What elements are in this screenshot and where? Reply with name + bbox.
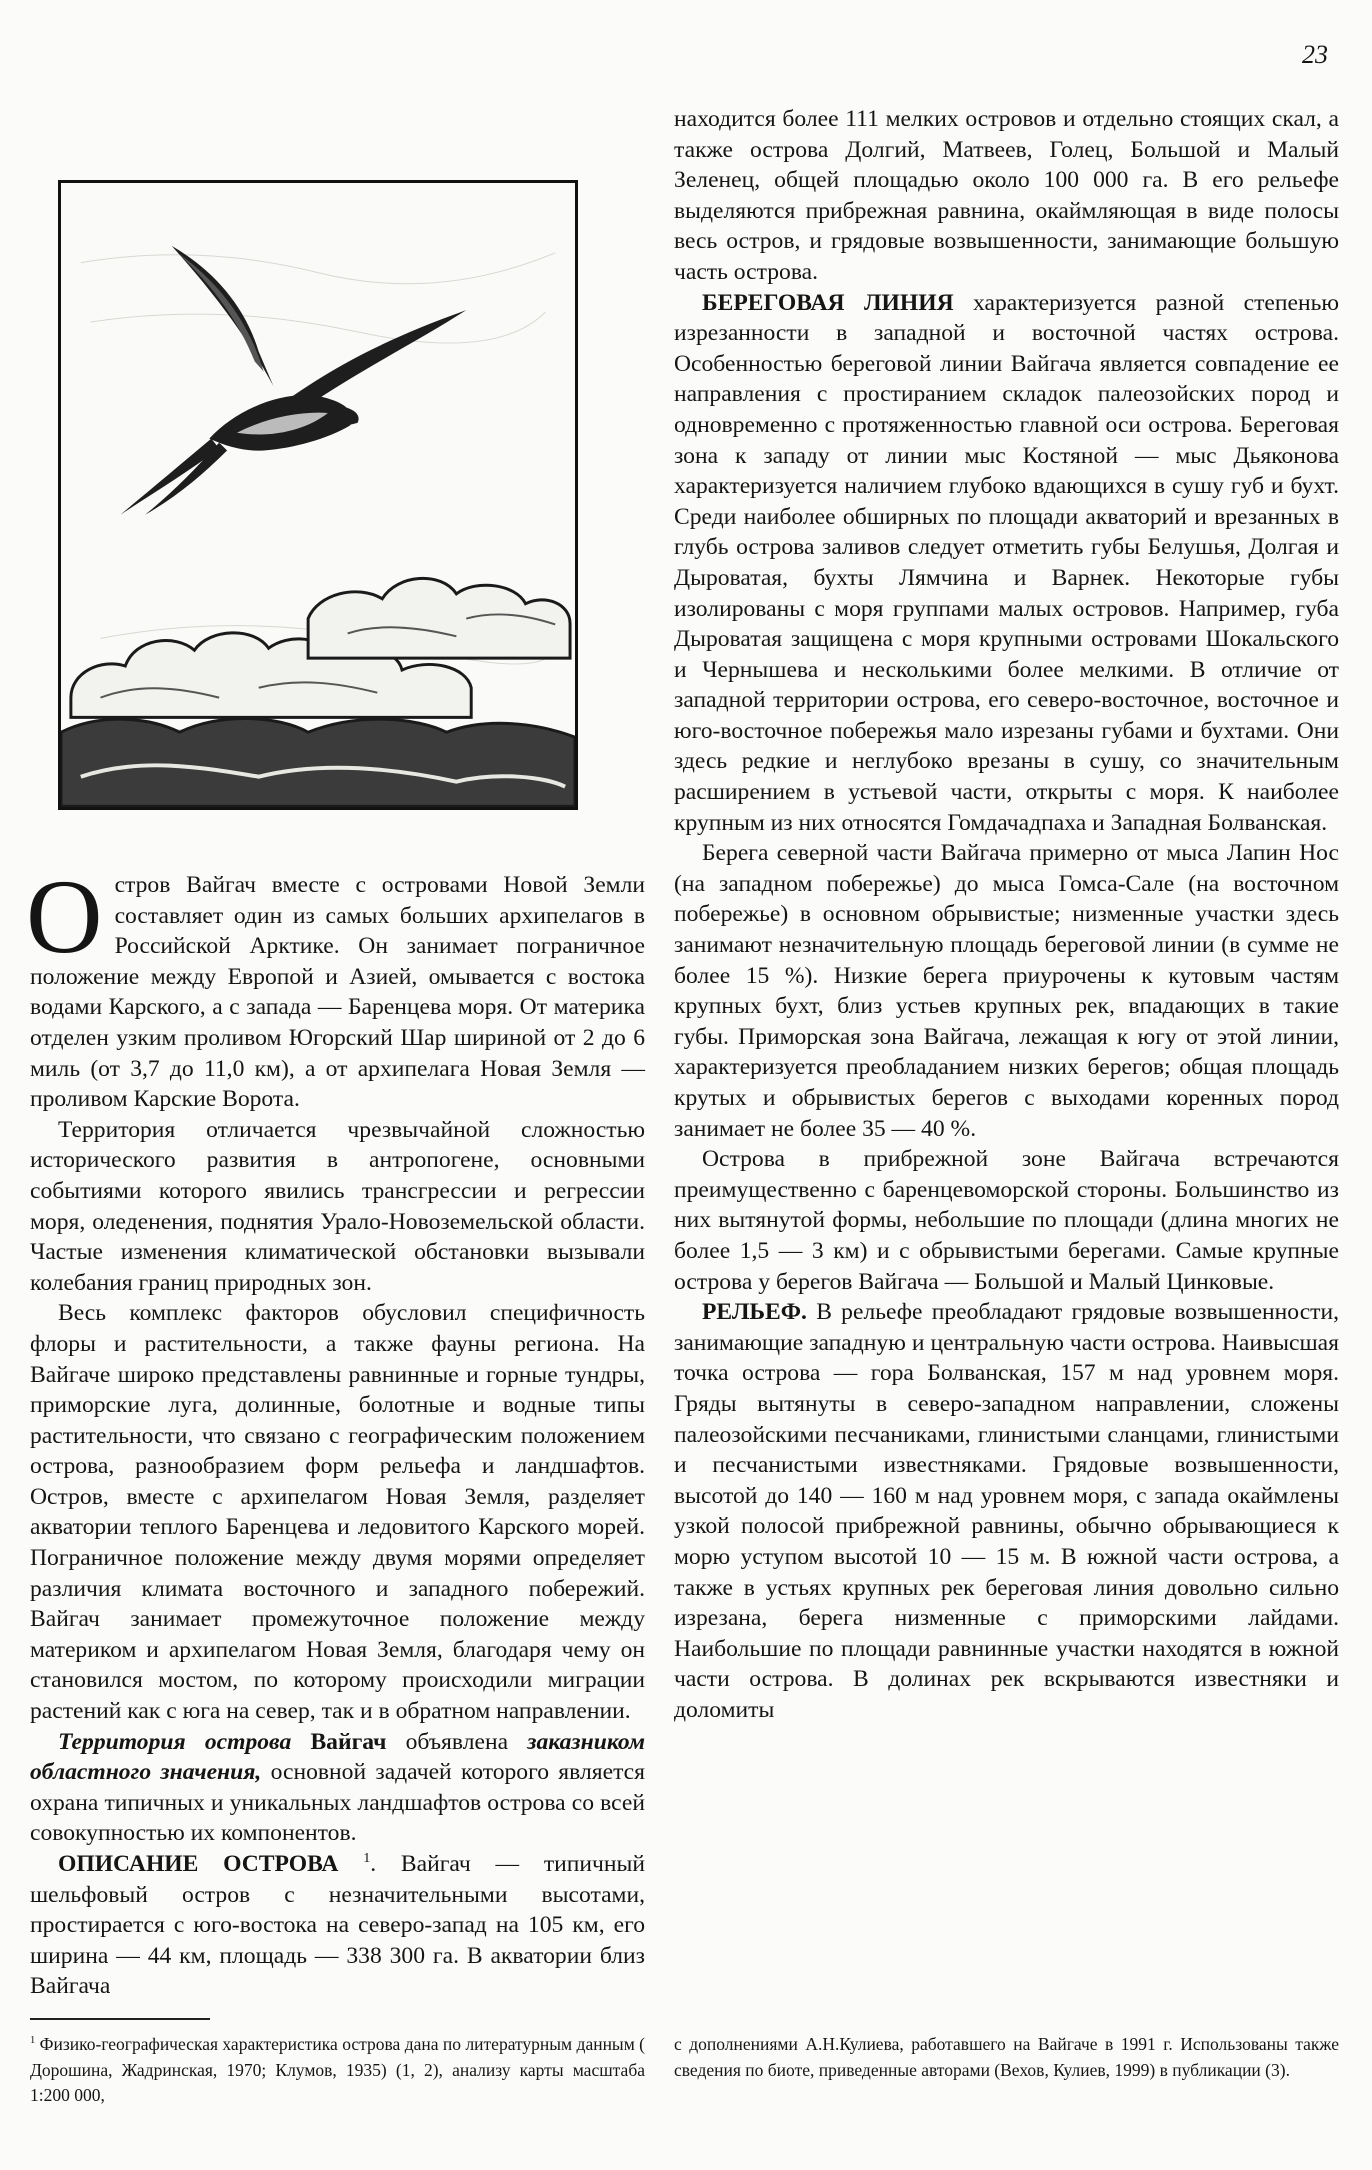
clouds	[61, 578, 575, 806]
left-column	[26, 858, 645, 2002]
description-text: . Вайгач — типичный шельфовый остров с незначительными высотами, простирается с юго-востока на северо-запад на 105 км, его ширина — 44 км, площадь — 338 300 га. В акватории близ Вайгача	[30, 1851, 645, 2000]
footnote-left-text: Физико-географическая характеристика острова дана по литературным данным ( Дорошина, Жадринская, 1970; Клумов, 1935) (1, 2), анализу карты масштаба 1:200 000,	[30, 2034, 645, 2105]
intro-paragraph	[26, 858, 645, 1115]
footnote-marker: 1	[30, 2035, 36, 2047]
footnote-right: с дополнениями А.Н.Кулиева, работавшего на Вайгаче в 1991 г. Использованы также сведения по биоте, приведенные авторами (Вехов, Кулиев, 1999) в публикации (3).	[674, 2034, 1339, 2080]
footnote-left	[30, 2032, 645, 2109]
coastline-text: характеризуется разной степенью изрезанности в западной и восточной частях острова. Особенностью береговой линии Вайгача является совпадение ее направления с простиранием складок палеозойских пород и одновременно с протяженностью главной оси острова. Береговая зона к западу от линии мыс Костяной — мыс Дьяконова характеризуется наличием глубоко вдающихся в сушу губ и бухт. Среди наиболее обширных по площади акваторий и врезанных в глубь острова заливов следует отметить губы Белушья, Долгая и Дыроватая, бухты Лямчина и Варнек. Некоторые губы изолированы с моря группами малых островов. Например, губа Дыроватая защищена с моря крупными островами Шокальского и Чернышева и несколькими более мелкими. В отличие от западной территории острова, его северо-восточное, восточное и юго-восточное побережья мало изрезаны губами и бухтами. Они здесь редкие и неглубоко врезаны в сушу, со значительным расширением в устьевой части, открыты с моря. К наиболее крупным из них относятся Гомдачадпаха и Западная Болванская.	[674, 289, 1339, 836]
paragraph-north-coast: Берега северной части Вайгача примерно от мыса Лапин Нос (на западном побережье) до мыса Гомса-Сале (на восточном побережье) в основном обрывистые; низменные участки здесь занимают незначительную площадь береговой линии (в сумме не более 15 %). Низкие берега приурочены к кутовым частям крупных бухт, близ устьев крупных рек, впадающих в такие губы. Приморская зона Вайгача, лежащая к югу от этой линии, характеризуется преобладанием низких берегов; общая площадь крутых и обрывистых берегов с выходами коренных пород занимает не более 35 — 40 %.	[674, 840, 1339, 1142]
section-heading-description: ОПИСАНИЕ ОСТРОВА	[58, 1851, 339, 1877]
reserve-lead: Территория острова	[58, 1728, 292, 1755]
paragraph-coastline	[674, 288, 1339, 839]
paragraph-factors: Весь комплекс факторов обусловил специфичность флоры и растительности, а также фауны региона. На Вайгаче широко представлены равнинные и горные тундры, приморские луга, долинные, болотные и водные типы растительности, что связано с географическим положением острова, разнообразием форм рельефа и ландшафтов. Остров, вместе с архипелагом Новая Земля, разделяет акватории теплого Баренцева и ледовитого Карского морей. Пограничное положение между двумя морями определяет различия климата восточного и западного побережий. Вайгач занимает промежуточное положение между материком и архипелагом Новая Земля, благодаря чему он становился мостом, по которому происходили миграции растений как с юга на север, так и в обратном направлении.	[30, 1300, 645, 1725]
paragraph-territory: Территория отличается чрезвычайной сложностью исторического развития в антропогене, основными событиями которого явились трансгрессии и регрессии моря, оледенения, поднятия Урало-Новоземельской области. Частые изменения климатической обстановки вызывали колебания границ природных зон.	[30, 1116, 645, 1296]
reserve-status: заказником областного значения,	[30, 1728, 645, 1786]
bird	[120, 246, 466, 515]
paragraph-relief	[674, 1297, 1339, 1725]
footnote-ref: 1	[363, 1850, 371, 1867]
reserve-rest: основной задачей которого является охрана типичных и уникальных ландшафтов острова со всей совокупностью их компонентов.	[30, 1759, 645, 1847]
paragraph-reserve	[30, 1727, 645, 1849]
reserve-mid: объявлена	[405, 1728, 509, 1755]
bird-illustration	[58, 180, 578, 810]
drop-cap: О	[26, 858, 103, 975]
section-heading-coastline: БЕРЕГОВАЯ ЛИНИЯ	[702, 289, 954, 316]
paragraph-islands: находится более 111 мелких островов и отдельно стоящих скал, а также острова Долгий, Матвеев, Голец, Большой и Малый Зеленец, общей площадью около 100 000 га. В его рельефе выделяются прибрежная равнина, окаймляющая в виде полосы весь остров, и грядовые возвышенности, занимающие большую часть острова.	[674, 106, 1339, 285]
right-column	[674, 104, 1339, 1725]
footnote-rule-left	[30, 2018, 210, 2020]
bird-over-clouds-drawing	[61, 183, 575, 807]
page-number: 23	[1302, 40, 1328, 69]
relief-text: В рельефе преобладают грядовые возвышенности, занимающие западную и центральную части острова. Наивысшая точка острова — гора Болванская, 157 м над уровнем моря. Гряды вытянуты в северо-западном направлении, сложены палеозойскими песчаниками, глинистыми сланцами, глинистыми и песчанистыми известняками. Грядовые возвышенности, высотой до 140 — 160 м над уровнем моря, с запада окаймлены узкой полосой прибрежной равнины, обычно обрывающиеся к морю уступом высотой 10 — 15 м. В южной части острова, а также в устьях крупных рек береговая линия довольно сильно изрезана, берега низменные с приморскими лайдами. Наибольшие по площади равнинные участки находятся в южной части острова. В долинах рек вскрываются известняки и доломиты	[674, 1299, 1339, 1723]
reserve-island-name: Вайгач	[310, 1728, 387, 1755]
section-heading-relief: РЕЛЬЕФ.	[702, 1299, 807, 1326]
paragraph-description	[30, 1849, 645, 2002]
intro-text: стров Вайгач вместе с островами Новой Земли составляет один из самых больших архипелагов в Российской Арктике. Он занимает пограничное положение между Европой и Азией, омывается с востока водами Карского, а с запада — Баренцева моря. От материка отделен узким проливом Югорский Шар шириной от 2 до 6 миль (от 3,7 до 11,0 км), а от архипелага Новая Земля — проливом Карские Ворота.	[30, 872, 645, 1113]
paragraph-coastal-islands: Острова в прибрежной зоне Вайгача встречаются преимущественно с баренцевоморской стороны. Большинство из них вытянутой формы, небольшие по площади (длина многих не более 1,5 — 3 км) и с обрывистыми берегами. Самые крупные острова у берегов Вайгача — Большой и Малый Цинковые.	[674, 1146, 1339, 1295]
